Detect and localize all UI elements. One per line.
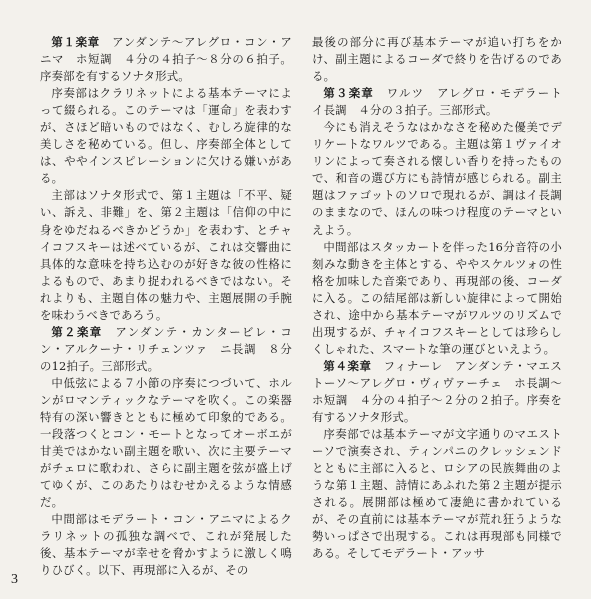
left-column [40,34,292,580]
movement-2-heading [40,324,292,375]
paragraph: 中間部はスタッカートを伴った16分音符の小刻みな動きを主体とする、ややスケルツォの性格を加味した音楽であり、再現部の後、コーダに入る。この結尾部は新しい旋律によって開始され、途中から基本テーマがワルツのリズムで出現するが、チャイコフスキーとしては珍らしくしゃれた、スマートな筆の運びといえよう。 [312,239,562,356]
movement-3-label: 第３楽章 [323,86,375,101]
movement-4-label: 第４楽章 [323,358,372,373]
page-number: 3 [11,572,18,587]
paragraph: 中低弦による７小節の序奏につづいて、ホルンがロマンティックなテーマを吹く。この楽器特有の深い響きとともに極めて印象的である。一段落つくとコン・モートとなってオーボエが甘美ではかない副主題を歌い、次に主要テーマがチェロに歌われ、さらに副主題を弦が盛上げてゆくが、このあたりはむせかえるような情感だ。 [40,375,292,510]
paragraph: 主部はソナタ形式で、第１主題は「不平、疑い、訴え、非難」を、第２主題は「信仰の中に身をゆだねるべきかどうか」を表わす、とチャイコフスキーは述べているが、これは交響曲に具体的な意味を持ち込むのが好きな彼の性格によるもので、あまり捉われるべきではない。それよりも、主題自体の魅力や、主題展開の手腕を味わうべきであろう。 [40,188,292,322]
paragraph: 今にも消えそうなはかなさを秘めた優美でデリケートなワルツである。主題は第１ヴァイオリンによって奏される懐しい香りを持ったもので、和音の選び方にも詩情が感じられる。副主題はファゴットのソロで現れるが、調はイ長調のままなので、ほんの味つけ程度のテーマといえよう。 [312,120,562,237]
movement-3-tempo: ワルツ アレグロ・モデラート イ長調 ４分の３拍子。三部形式。 [312,86,574,118]
movement-4-heading [312,358,562,426]
movement-2-tempo: アンダンテ・カンタービレ・コン・アルクーナ・リチェンツァ ニ長調 ８分の12拍子。三部形式。 [40,324,292,373]
movement-2-label: 第２楽章 [51,324,103,339]
movement-1-tempo: アンダンテ〜アレグロ・コン・アニマ ホ短調 ４分の４拍子〜８分の６拍子。序奏部を有するソナタ形式。 [40,35,292,84]
paragraph-continuation: 最後の部分に再び基本テーマが追い打ちをかけ、副主題によるコーダで終りを告げるのである。 [312,35,562,84]
movement-3-heading [312,85,574,119]
paragraph: 序奏部では基本テーマが文字通りのマエストーソで演奏され、ティンパニのクレッシェンドとともに主部に入ると、ロシアの民族舞曲のような第１主題、詩情にあふれた第２主題が提示される。展開部は極めて凄絶に書かれているが、その直前には基本テーマが荒れ狂うような勢いっぱさで出現する。これは再現部も同様である。そしてモデラート・アッサ [312,427,562,561]
movement-1-heading [40,34,292,85]
movement-1-label: 第１楽章 [51,35,100,49]
movement-4-tempo: フィナーレ アンダンテ・マエストーソ〜アレグロ・ヴィヴァーチェ ホ長調〜ホ短調 ４分の４拍子〜２分の２拍子。序奏を有するソナタ形式。 [312,358,562,425]
right-column [312,34,574,562]
paragraph: 中間部はモデラート・コン・アニマによるクラリネットの孤独な調べで、これが発展した後、基本テーマが幸せを脅かすように激しく鳴りひびく。以下、再現部に入るが、その [40,512,292,578]
paragraph: 序奏部はクラリネットによる基本テーマによって綴られる。このテーマは「運命」を表わすが、さほど暗いものではなく、むしろ旋律的な美しさを秘めている。但し、序奏部全体としては、ややインスピレーションに欠ける嫌いがある。 [40,86,292,186]
